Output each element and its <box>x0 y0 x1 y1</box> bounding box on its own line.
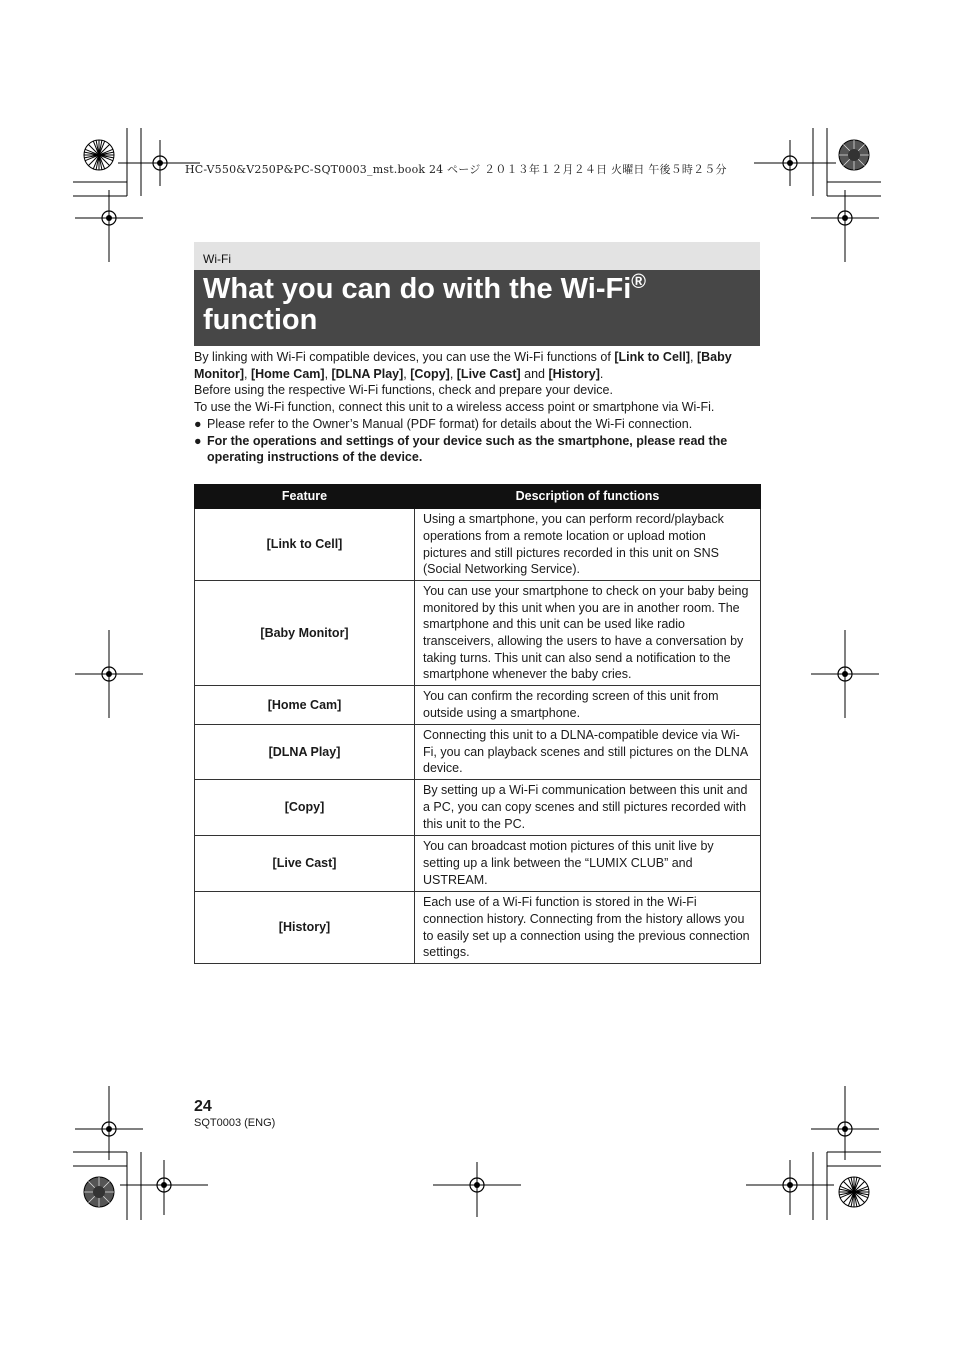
feature-name: [Home Cam] <box>195 686 415 725</box>
bullet-icon: ● <box>194 433 202 448</box>
feature-description: Connecting this unit to a DLNA-compatible device via Wi-Fi, you can playback scenes and still pictures on the DLNA device. <box>415 725 761 780</box>
feature-name: [Link to Cell] <box>195 509 415 581</box>
table-row <box>195 509 761 581</box>
feature-name: [Live Cast] <box>195 836 415 892</box>
feature-name: [DLNA Play] <box>195 725 415 780</box>
feature-name: [Copy] <box>195 780 415 836</box>
table-header-row <box>195 485 761 509</box>
feature-description: You can use your smartphone to check on your baby being monitored by this unit when you are in another room. The smartphone and this unit can be used like radio transceivers, allowing the users to have a conversation by taking turns. This unit can also send a notification to the smartphone whenever the baby cries. <box>415 581 761 686</box>
column-header-feature: Feature <box>195 485 415 509</box>
bullet-note-2: ● For the operations and settings of your device such as the smartphone, please read the operating instructions of the device. <box>194 433 728 465</box>
page-number: 24 <box>194 1098 212 1115</box>
bullet-note-1: ● Please refer to the Owner’s Manual (PDF format) for details about the Wi-Fi connection. <box>194 416 693 431</box>
feature-description: You can confirm the recording screen of this unit from outside using a smartphone. <box>415 686 761 725</box>
column-header-description: Description of functions <box>415 485 761 509</box>
feature-description: You can broadcast motion pictures of this unit live by setting up a link between the “LUMIX CLUB” and USTREAM. <box>415 836 761 892</box>
table-row <box>195 725 761 780</box>
intro-paragraph-3: To use the Wi-Fi function, connect this unit to a wireless access point or smartphone via Wi-Fi. <box>194 400 715 415</box>
table-row <box>195 780 761 836</box>
bullet-icon: ● <box>194 416 202 431</box>
features-table <box>194 484 761 964</box>
intro-text <box>194 349 764 466</box>
section-label: Wi-Fi <box>203 252 231 266</box>
print-header-line: HC-V550&V250P&PC-SQT0003_mst.book 24 ページ ２０１３年１２月２４日 火曜日 午後５時２５分 <box>185 163 727 176</box>
feature-description: By setting up a Wi-Fi communication between this unit and a PC, you can copy scenes and still pictures recorded with this unit to the PC. <box>415 780 761 836</box>
table-row <box>195 581 761 686</box>
feature-description: Each use of a Wi-Fi function is stored in the Wi-Fi connection history. Connecting from the history allows you to easily set up a connection using the previous connection settings. <box>415 892 761 964</box>
feature-description: Using a smartphone, you can perform record/playback operations from a remote location or upload motion pictures and still pictures recorded in this unit on SNS (Social Networking Service). <box>415 509 761 581</box>
section-bar <box>194 242 760 270</box>
page-title-line2: function <box>203 304 318 336</box>
registered-mark: ® <box>631 271 647 293</box>
feature-name: [History] <box>195 892 415 964</box>
page-title <box>203 271 647 336</box>
document-code: SQT0003 (ENG) <box>194 1117 276 1129</box>
feature-name: [Baby Monitor] <box>195 581 415 686</box>
intro-paragraph-1: By linking with Wi-Fi compatible devices, you can use the Wi-Fi functions of [Link to Cell], [Baby Monitor], [Home Cam], [DLNA Play], [Copy], [Live Cast] and [History]. <box>194 350 732 381</box>
table-row <box>195 686 761 725</box>
page-title-text: What you can do with the Wi-Fi <box>203 273 632 305</box>
table-row <box>195 892 761 964</box>
intro-paragraph-2: Before using the respective Wi-Fi functions, check and prepare your device. <box>194 383 613 398</box>
table-row <box>195 836 761 892</box>
title-box <box>194 270 760 346</box>
